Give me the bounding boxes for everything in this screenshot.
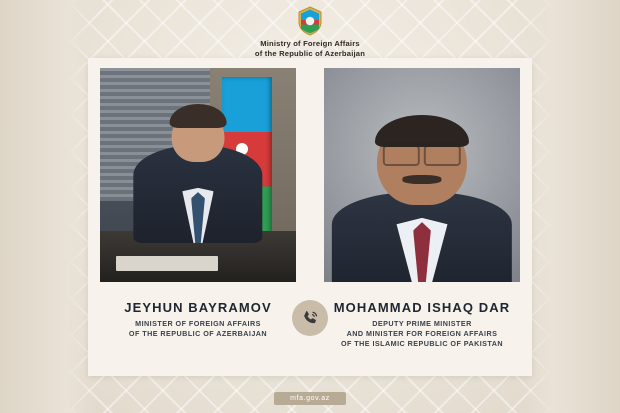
person-title: [100, 319, 296, 339]
footer: [0, 392, 620, 405]
person-title-line-2: AND MINISTER FOR FOREIGN AFFAIRS: [346, 329, 498, 338]
portrait-jeyhun-bayramov: [100, 68, 296, 282]
content-panel: [88, 58, 532, 376]
right-border-band: [524, 0, 620, 413]
person-title-line-2: OF THE REPUBLIC OF AZERBAIJAN: [128, 329, 268, 338]
header: [0, 6, 620, 58]
person-title-line-3: OF THE ISLAMIC REPUBLIC OF PAKISTAN: [340, 339, 504, 348]
portraits-row: [88, 58, 532, 282]
left-border-band: [0, 0, 96, 413]
caption-right: [324, 300, 520, 349]
ministry-title-line-2: of the Republic of Azerbaijan: [254, 48, 366, 58]
person-title-line-1: MINISTER OF FOREIGN AFFAIRS: [135, 319, 261, 328]
person-name: MOHAMMAD ISHAQ DAR: [333, 300, 511, 315]
phone-call-icon: [292, 300, 328, 336]
azerbaijan-state-emblem-icon: [297, 6, 323, 36]
ministry-title: [255, 39, 365, 58]
portrait-mohammad-ishaq-dar: [324, 68, 520, 282]
caption-left: [100, 300, 296, 339]
website-label: mfa.gov.az: [274, 392, 346, 405]
eyeglasses-icon: [383, 143, 461, 162]
person-title-line-1: DEPUTY PRIME MINISTER: [372, 319, 472, 328]
ministry-title-line-1: Ministry of Foreign Affairs: [260, 39, 360, 48]
person-title: [324, 319, 520, 349]
person-name: JEYHUN BAYRAMOV: [124, 300, 272, 315]
